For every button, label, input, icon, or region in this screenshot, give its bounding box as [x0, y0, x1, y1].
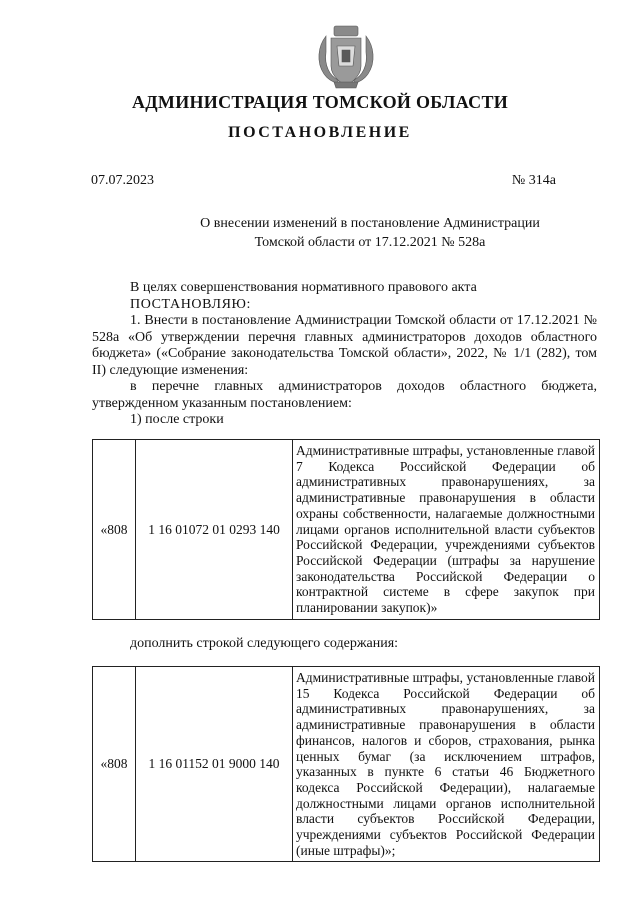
middle-instruction: дополнить строкой следующего содержания: [130, 636, 399, 651]
document-date: 07.07.2023 [91, 173, 154, 188]
organization-title: АДМИНИСТРАЦИЯ ТОМСКОЙ ОБЛАСТИ [131, 92, 509, 112]
admin-code-cell: «808 [93, 667, 136, 862]
body-paragraph: 1. Внести в постановление Администрации Томской области от 17.12.2021 № 528а «Об утверждении перечня главных администраторов доходов областного бюджета» («Собрание законодательства Томской области», 2022, № 1/1 (282), том II) следующие изменения: [92, 313, 597, 378]
document-subject [100, 214, 640, 252]
admin-code-cell: «808 [93, 440, 136, 620]
document-type: ПОСТАНОВЛЕНИЕ [228, 124, 412, 141]
revenue-description-cell: Административные штрафы, установленные главой 15 Кодекса Российской Федерации об административных правонарушениях, за административные правонарушения в области финансов, налогов и сборов, страхования, рынка ценных бумаг (за исключением штрафов, указанных в пункте 6 статьи 46 Бюджетного кодекса Российской Федерации), налагаемые должностными лицами органов исполнительной власти субъектов Российской Федерации, учреждениями субъектов Российской Федерации (иные штрафы)»; [293, 667, 600, 862]
table-row [93, 440, 600, 620]
subject-line: Томской области от 17.12.2021 № 528а [254, 235, 486, 250]
coat-of-arms-icon [312, 22, 380, 92]
revenue-code-cell: 1 16 01152 01 9000 140 [136, 667, 293, 862]
body-paragraph: в перечне главных администраторов доходов областного бюджета, утвержденном указанным постановлением: [92, 379, 597, 411]
resolution-word: ПОСТАНОВЛЯЮ: [130, 296, 252, 312]
table-row [93, 667, 600, 862]
amendment-table-original [92, 439, 600, 620]
revenue-description-cell: Административные штрафы, установленные главой 7 Кодекса Российской Федерации об административных правонарушениях, за административные правонарушения в области охраны собственности, налагаемые должностными лицами органов исполнительной власти субъектов Российской Федерации, учреждениями субъектов Российской Федерации (штрафы за нарушение законодательства Российской Федерации о контрактной системе в сфере закупок при планировании закупок)» [293, 440, 600, 620]
body-paragraph: В целях совершенствования нормативного правового акта [130, 280, 477, 295]
body-paragraph: 1) после строки [130, 412, 224, 427]
subject-line: О внесении изменений в постановление Администрации [200, 216, 540, 231]
document-number: № 314а [511, 173, 556, 188]
document-body [92, 280, 597, 429]
revenue-code-cell: 1 16 01072 01 0293 140 [136, 440, 293, 620]
amendment-table-new [92, 666, 600, 862]
